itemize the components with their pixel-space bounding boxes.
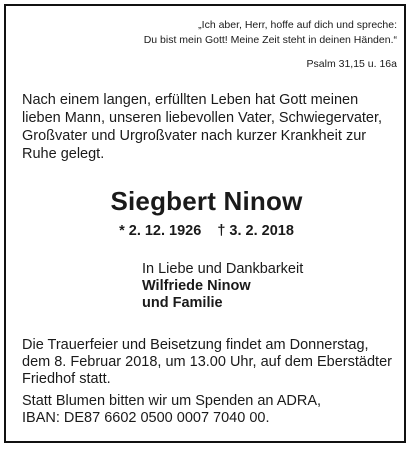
intro-line-2: lieben Mann, unseren liebevollen Vater, Schwiegervater, bbox=[22, 110, 383, 126]
intro-line-3: Großvater und Urgroßvater nach kurzer Krankheit zur bbox=[22, 128, 367, 144]
funeral-service-info bbox=[22, 337, 392, 388]
service-line-3: Friedhof statt. bbox=[22, 371, 111, 387]
donation-request bbox=[22, 393, 388, 427]
service-line-1: Die Trauerfeier und Beisetzung findet am Donnerstag, bbox=[22, 337, 369, 353]
birth-date: * 2. 12. 1926 bbox=[119, 223, 202, 239]
service-line-2: dem 8. Februar 2018, um 13.00 Uhr, auf dem Eberstädter bbox=[22, 354, 392, 370]
family-dedication: In Liebe und Dankbarkeit bbox=[142, 261, 304, 277]
death-date: † 3. 2. 2018 bbox=[217, 223, 294, 239]
verse-line-2: Du bist mein Gott! Meine Zeit steht in deinen Händen.“ bbox=[143, 34, 397, 46]
bible-verse bbox=[37, 18, 397, 48]
deceased-name: Siegbert Ninow bbox=[110, 186, 303, 216]
family-signature bbox=[142, 261, 303, 312]
intro-line-1: Nach einem langen, erfüllten Leben hat Gott meinen bbox=[22, 92, 359, 108]
donation-line-1: Statt Blumen bitten wir um Spenden an ADRA, bbox=[22, 393, 322, 409]
verse-line-1: „Ich aber, Herr, hoffe auf dich und spreche: bbox=[198, 19, 397, 31]
life-dates bbox=[0, 223, 413, 239]
intro-paragraph bbox=[22, 91, 388, 163]
family-name-primary: Wilfriede Ninow bbox=[142, 278, 251, 294]
family-name-secondary: und Familie bbox=[142, 295, 223, 311]
intro-line-4: Ruhe gelegt. bbox=[22, 146, 105, 162]
donation-iban: IBAN: DE87 6602 0500 0007 7040 00. bbox=[22, 410, 270, 426]
verse-reference: Psalm 31,15 u. 16a bbox=[306, 58, 397, 70]
